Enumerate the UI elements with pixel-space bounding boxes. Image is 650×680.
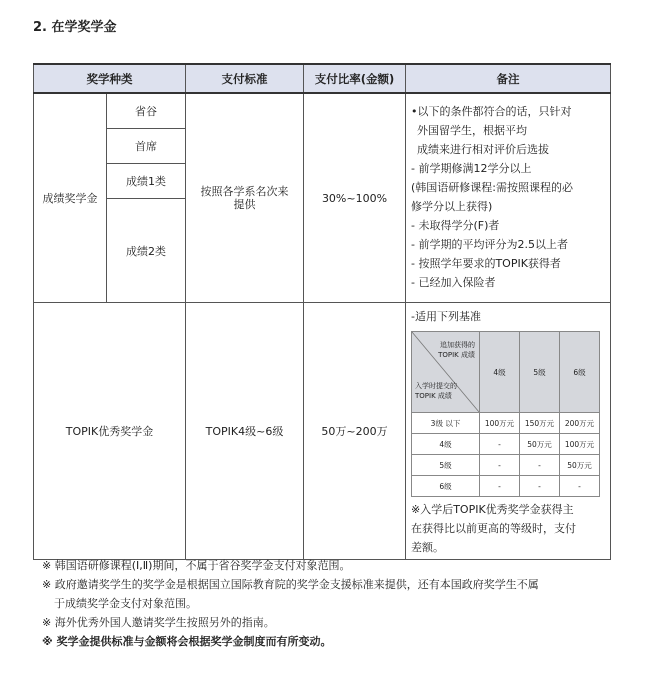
footnote-line: ※ 海外优秀外国人邀请奖学生按照另外的指南。 xyxy=(42,616,275,629)
table-row xyxy=(412,455,600,476)
diag-bottom-label xyxy=(415,381,457,401)
inner-cell: 100万元 xyxy=(480,413,520,434)
header-category: 奖学种类 xyxy=(34,64,186,93)
scholarship-table xyxy=(33,63,611,560)
note-line: - 按照学年要求的TOPIK获得者 xyxy=(411,257,561,270)
inner-row-label: 5级 xyxy=(412,455,480,476)
inner-cell: - xyxy=(520,476,560,497)
subcategory-cell: 成绩2类 xyxy=(107,199,186,303)
footnote-line: ※ 政府邀请奖学生的奖学金是根据国立国际教育院的奖学金支援标准来提供，还有本国政府奖学生不属 xyxy=(42,578,539,591)
header-notes: 备注 xyxy=(406,64,611,93)
inner-cell: 100万元 xyxy=(560,434,600,455)
table-row xyxy=(412,332,600,413)
inner-row-label: 3级 以下 xyxy=(412,413,480,434)
inner-cell: - xyxy=(480,434,520,455)
diag-bottom-line: 入学时提交的 xyxy=(415,382,457,390)
rate-cell: 30%~100% xyxy=(304,93,406,303)
footnote-line: 于成绩奖学金支付对象范围。 xyxy=(54,597,197,610)
diag-bottom-line: TOPIK 成绩 xyxy=(415,392,452,400)
header-rate: 支付比率(金额) xyxy=(304,64,406,93)
note-line: 在获得比以前更高的等级时，支付 xyxy=(411,522,576,535)
diag-top-label xyxy=(438,340,475,360)
subcategory-cell: 首席 xyxy=(107,129,186,164)
note-line: 成绩来进行相对评价后选拔 xyxy=(417,143,549,156)
table-header-row xyxy=(34,64,611,93)
inner-cell: - xyxy=(520,455,560,476)
footnotes xyxy=(42,556,617,651)
inner-col-header: 5级 xyxy=(520,332,560,413)
note-line: - 前学期修满12学分以上 xyxy=(411,162,532,175)
notes-cell xyxy=(406,93,611,303)
note-line: ※入学后TOPIK优秀奖学金获得主 xyxy=(411,503,574,516)
table-row xyxy=(412,413,600,434)
table-row xyxy=(412,476,600,497)
note-line: -适用下列基准 xyxy=(411,310,481,323)
inner-cell: 150万元 xyxy=(520,413,560,434)
note-line: 差额。 xyxy=(411,541,444,554)
inner-row-label: 6级 xyxy=(412,476,480,497)
footnote-line: ※ 奖学金提供标准与金额将会根据奖学金制度而有所变动。 xyxy=(42,635,332,648)
note-line: 外国留学生，根据平均 xyxy=(417,124,527,137)
inner-cell: 200万元 xyxy=(560,413,600,434)
standard-cell: TOPIK4级~6级 xyxy=(186,303,304,560)
subcategory-cell: 成绩1类 xyxy=(107,164,186,199)
table-row xyxy=(412,434,600,455)
inner-row-label: 4级 xyxy=(412,434,480,455)
inner-cell: - xyxy=(560,476,600,497)
rate-cell: 50万~200万 xyxy=(304,303,406,560)
subcategory-cell: 省谷 xyxy=(107,93,186,129)
category-grade-scholarship: 成绩奖学金 xyxy=(34,93,107,303)
inner-col-header: 4级 xyxy=(480,332,520,413)
note-line: •以下的条件都符合的话，只针对 xyxy=(411,105,572,118)
footnote-line: ※ 韩国语研修课程(Ⅰ,Ⅱ)期间，不属于省谷奖学金支付对象范围。 xyxy=(42,559,351,572)
table-row xyxy=(34,303,611,560)
section-title: 2. 在学奖学金 xyxy=(33,20,117,35)
note-line: - 未取得学分(F)者 xyxy=(411,219,500,232)
inner-col-header: 6级 xyxy=(560,332,600,413)
header-standard: 支付标准 xyxy=(186,64,304,93)
diag-top-line: 追加获得的 xyxy=(440,341,475,349)
notes-cell xyxy=(406,303,611,560)
inner-cell: 50万元 xyxy=(520,434,560,455)
note-line: - 已经加入保险者 xyxy=(411,276,496,289)
category-topik-scholarship: TOPIK优秀奖学金 xyxy=(34,303,186,560)
diag-top-line: TOPIK 成绩 xyxy=(438,351,475,359)
standard-cell: 按照各学系名次来提供 xyxy=(186,93,304,303)
note-line: (韩国语研修课程:需按照课程的必 xyxy=(411,181,573,194)
topik-criteria-table xyxy=(411,331,600,497)
inner-cell: - xyxy=(480,455,520,476)
note-line: - 前学期的平均评分为2.5以上者 xyxy=(411,238,568,251)
inner-cell: 50万元 xyxy=(560,455,600,476)
note-line: 修学分以上获得) xyxy=(411,200,493,213)
inner-cell: - xyxy=(480,476,520,497)
diagonal-header-cell xyxy=(412,332,480,413)
table-row xyxy=(34,93,611,129)
